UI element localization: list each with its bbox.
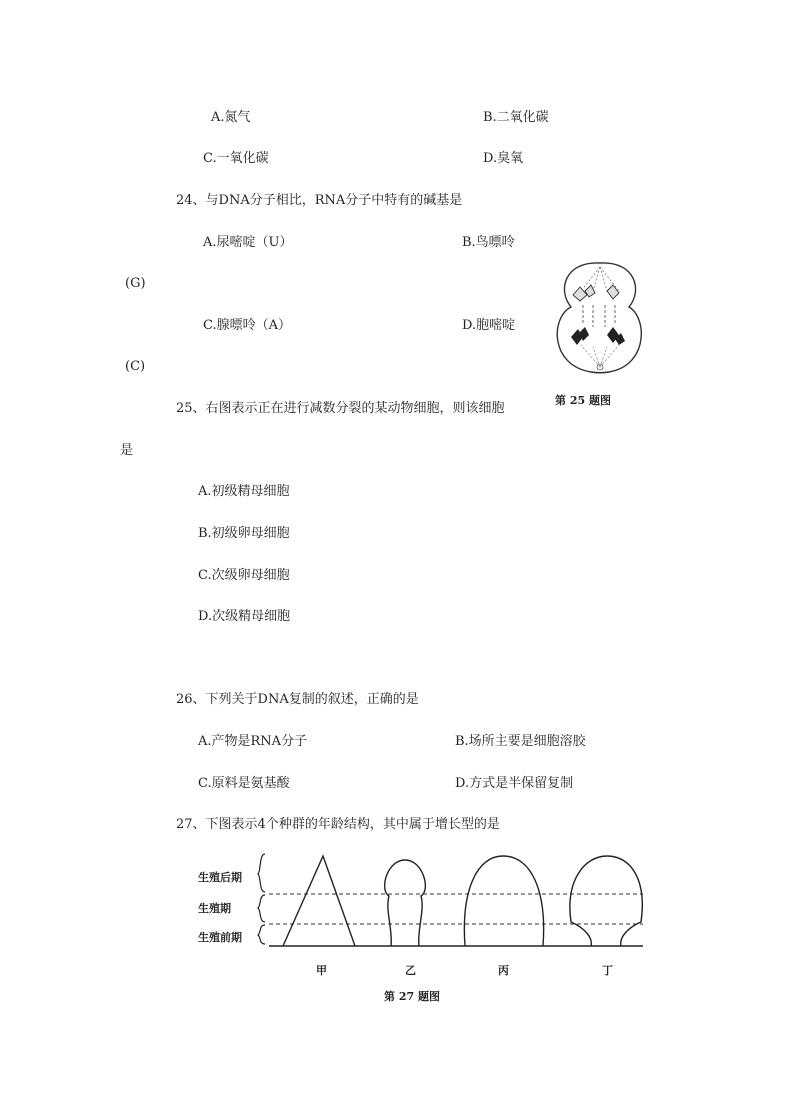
x-label-ding: 丁 bbox=[602, 964, 613, 977]
q23-option-d: D.臭氧 bbox=[483, 151, 524, 166]
cell-division-figure bbox=[545, 255, 655, 380]
q26-option-b: B.场所主要是细胞溶胶 bbox=[455, 734, 586, 749]
q26-stem: 26、下列关于DNA复制的叙述，正确的是 bbox=[176, 692, 419, 707]
q24-stem: 24、与DNA分子相比，RNA分子中特有的碱基是 bbox=[176, 193, 463, 208]
brace-pre bbox=[258, 925, 265, 944]
q25-stem-cont: 是 bbox=[120, 443, 134, 458]
q24-option-d-cont: (C) bbox=[125, 359, 146, 374]
population-yi bbox=[385, 860, 426, 946]
q25-option-b: B.初级卵母细胞 bbox=[198, 526, 290, 541]
q24-option-a: A.尿嘧啶（U） bbox=[203, 235, 293, 250]
brace-post bbox=[258, 854, 265, 892]
figure-25-caption: 第 25 题图 bbox=[555, 394, 611, 407]
age-structure-figure bbox=[255, 850, 650, 950]
x-label-bing: 丙 bbox=[498, 964, 509, 977]
x-label-jia: 甲 bbox=[316, 964, 327, 977]
q25-stem: 25、右图表示正在进行减数分裂的某动物细胞，则该细胞 bbox=[176, 401, 505, 416]
q25-option-c: C.次级卵母细胞 bbox=[198, 568, 290, 583]
q25-option-a: A.初级精母细胞 bbox=[198, 484, 290, 499]
q23-option-c: C.一氧化碳 bbox=[203, 151, 269, 166]
brace-repro bbox=[258, 895, 265, 922]
y-label-reproductive: 生殖期 bbox=[198, 902, 231, 915]
population-ding bbox=[570, 856, 642, 946]
y-label-post-reproductive: 生殖后期 bbox=[198, 871, 242, 884]
population-bing bbox=[464, 856, 543, 946]
x-label-yi: 乙 bbox=[405, 964, 416, 977]
q24-option-d: D.胞嘧啶 bbox=[462, 318, 516, 333]
q24-option-b: B.鸟嘌呤 bbox=[462, 235, 515, 250]
population-jia bbox=[283, 856, 355, 946]
q25-option-d: D.次级精母细胞 bbox=[198, 609, 291, 624]
figure-27-caption: 第 27 题图 bbox=[384, 990, 440, 1003]
y-label-pre-reproductive: 生殖前期 bbox=[198, 931, 242, 944]
q23-option-b: B.二氧化碳 bbox=[483, 110, 549, 125]
q23-option-a: A.氮气 bbox=[211, 110, 251, 125]
q24-option-b-cont: (G) bbox=[125, 276, 146, 291]
q26-option-a: A.产物是RNA分子 bbox=[198, 734, 308, 749]
q24-option-c: C.腺嘌呤（A） bbox=[203, 318, 292, 333]
q26-option-d: D.方式是半保留复制 bbox=[455, 776, 574, 791]
q26-option-c: C.原料是氨基酸 bbox=[198, 776, 290, 791]
q27-stem: 27、下图表示4个种群的年龄结构，其中属于增长型的是 bbox=[176, 817, 500, 832]
